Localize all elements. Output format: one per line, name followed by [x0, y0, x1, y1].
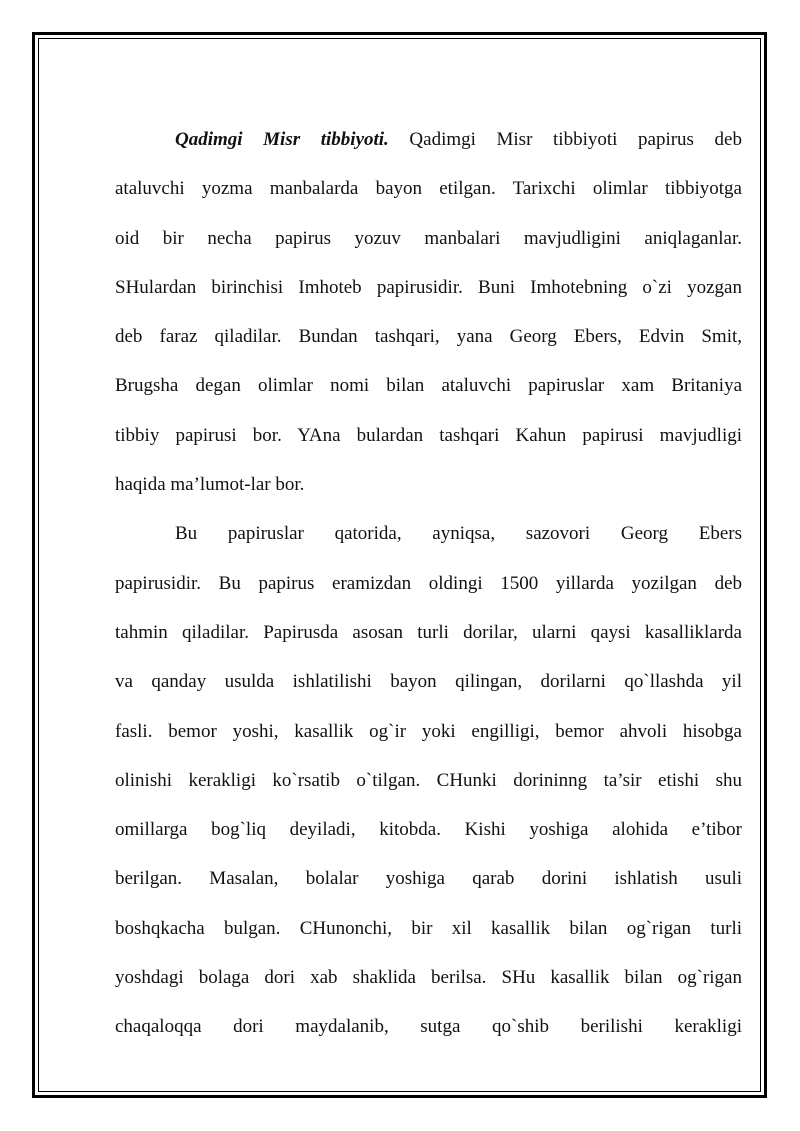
- paragraph-2-line-7: omillarga bog`liq deyiladi, kitobda. Kishi yoshiga alohida e’tibor: [115, 819, 742, 841]
- paragraph-2-line-4: va qanday usulda ishlatilishi bayon qilingan, dorilarni qo`llashda yil: [115, 671, 742, 693]
- paragraph-2-line-9: boshqkacha bulgan. CHunonchi, bir xil kasallik bilan og`rigan turli: [115, 917, 742, 939]
- paragraph-2-line-11: chaqaloqqa dori maydalanib, sutga qo`shib berilishi kerakligi: [115, 1016, 742, 1038]
- document-body: [115, 115, 742, 1052]
- paragraph-2-line-3: tahmin qiladilar. Papirusda asosan turli dorilar, ularni qaysi kasalliklarda: [115, 621, 742, 643]
- paragraph-1-line-4: SHulardan birinchisi Imhoteb papirusidir. Buni Imhotebning o`zi yozgan: [115, 276, 742, 298]
- paragraph-1-line-8: haqida ma’lumot-lar bor.: [115, 474, 305, 496]
- paragraph-2-line-10: yoshdagi bolaga dori xab shaklida berilsa. SHu kasallik bilan og`rigan: [115, 967, 742, 989]
- paragraph-1-line-5: deb faraz qiladilar. Bundan tashqari, yana Georg Ebers, Edvin Smit,: [115, 326, 742, 348]
- paragraph-1-line-7: tibbiy papirusi bor. YAna bulardan tashqari Kahun papirusi mavjudligi: [115, 424, 742, 446]
- paragraph-2-line-1: Bu papiruslar qatorida, ayniqsa, sazovori Georg Ebers: [175, 523, 742, 545]
- paragraph-1-line-6: Brugsha degan olimlar nomi bilan ataluvchi papiruslar xam Britaniya: [115, 375, 742, 397]
- paragraph-2-line-2: papirusidir. Bu papirus eramizdan oldingi 1500 yillarda yozilgan deb: [115, 572, 742, 594]
- paragraph-1-line-2: ataluvchi yozma manbalarda bayon etilgan. Tarixchi olimlar tibbiyotga: [115, 178, 742, 200]
- paragraph-2-line-5: fasli. bemor yoshi, kasallik og`ir yoki engilligi, bemor ahvoli hisobga: [115, 720, 742, 742]
- section-heading: Qadimgi Misr tibbiyoti.: [175, 129, 389, 150]
- paragraph-2-line-6: olinishi kerakligi ko`rsatib o`tilgan. CHunki dorininng ta’sir etishi shu: [115, 769, 742, 791]
- paragraph-1-line-1: [115, 115, 742, 164]
- paragraph-1-line-3: oid bir necha papirus yozuv manbalari mavjudligini aniqlaganlar.: [115, 227, 742, 249]
- paragraph-2-line-8: berilgan. Masalan, bolalar yoshiga qarab dorini ishlatish usuli: [115, 868, 742, 890]
- paragraph-text: Qadimgi Misr tibbiyoti papirus deb: [388, 129, 742, 150]
